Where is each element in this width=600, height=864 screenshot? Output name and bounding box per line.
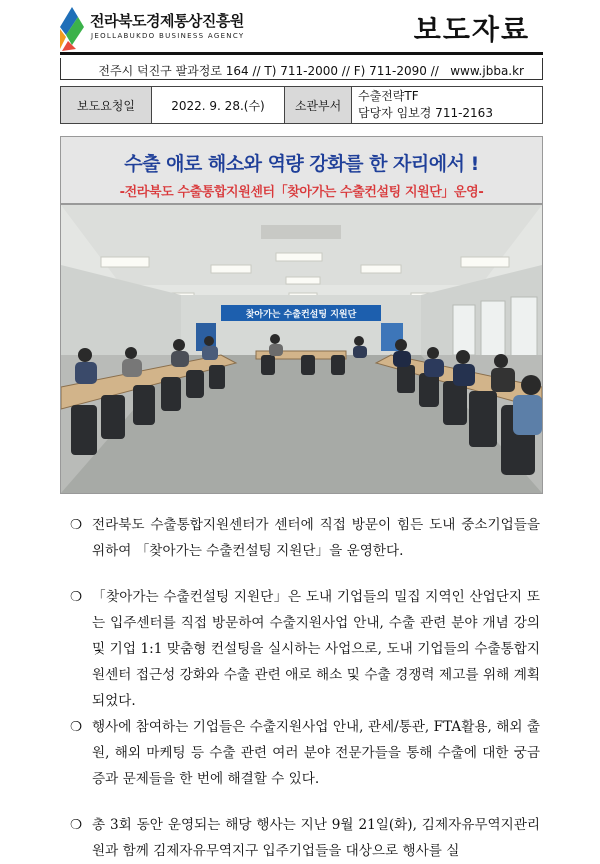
paragraph — [70, 512, 540, 564]
headline-title: 수출 애로 해소와 역량 강화를 한 자리에서 ! — [124, 153, 479, 175]
event-photo-illustration — [61, 205, 542, 493]
paragraph-text: 「찾아가는 수출컨설팅 지원단」은 도내 기업들의 밀집 지역인 산업단지 또는 입주센터를 직접 방문하여 수출지원사업 안내, 수출 관련 분야 개념 강의 및 기업 1:1 맞춤형 컨설팅을 실시하는 사업으로, 도내 기업들의 수출통합지원센터 접근성 강화와 수출 관련 애로 해소 및 수출 경쟁력 제고를 위해 계획되었다. — [92, 589, 540, 709]
bullet-icon: ❍ — [70, 589, 83, 605]
paragraph-text: 총 3회 동안 운영되는 해당 행사는 지난 9월 21일(화), 김제자유무역지관리원과 함께 김제자유무역지구 입주기업들을 대상으로 행사를 실 — [92, 817, 540, 859]
paragraph — [70, 714, 540, 792]
bullet-icon: ❍ — [70, 817, 83, 833]
paragraph-text: 전라북도 수출통합지원센터가 센터에 직접 방문이 힘든 도내 중소기업들을 위하여 「찾아가는 수출컨설팅 지원단」을 운영한다. — [92, 517, 540, 559]
request-date-value: 2022. 9. 28.(수) — [152, 87, 285, 124]
request-date-label: 보도요청일 — [61, 87, 152, 124]
headline-box — [60, 136, 543, 204]
dept-contact: 담당자 임보경 711-2163 — [358, 106, 493, 120]
bullet-icon: ❍ — [70, 719, 83, 735]
doc-type-title: 보도자료 — [413, 13, 530, 46]
dept-label: 소관부서 — [285, 87, 352, 124]
paragraph — [70, 584, 540, 714]
event-photo — [60, 204, 543, 494]
paragraph-text: 행사에 참여하는 기업들은 수출지원사업 안내, 관세/통관, FTA활용, 해외 출원, 해외 마케팅 등 수출 관련 여러 분야 전문가들을 통해 수출에 대한 궁금증과 문제들을 한 번에 해결할 수 있다. — [92, 719, 540, 787]
org-name-en: JEOLLABUKDO BUSINESS AGENCY — [91, 32, 245, 40]
meta-table — [60, 86, 543, 124]
photo-banner-text: 찾아가는 수출컨설팅 지원단 — [245, 310, 357, 320]
dept-name: 수출전략TF — [358, 89, 419, 103]
header-divider — [60, 52, 543, 55]
bullet-icon: ❍ — [70, 517, 83, 533]
dept-cell — [352, 87, 543, 124]
headline-subtitle: -전라북도 수출통합지원센터「찾아가는 수출컨설팅 지원단」운영- — [119, 185, 484, 200]
org-name: 전라북도경제통상진흥원 — [90, 12, 244, 30]
org-logo-icon — [58, 5, 86, 51]
paragraph — [70, 812, 540, 864]
org-logo — [58, 5, 318, 53]
contact-line: 전주시 덕진구 팔과정로 164 // T) 711-2000 // F) 711-2090 // www.jbba.kr — [98, 64, 524, 78]
contact-bar — [60, 58, 543, 80]
article-body — [70, 512, 540, 864]
